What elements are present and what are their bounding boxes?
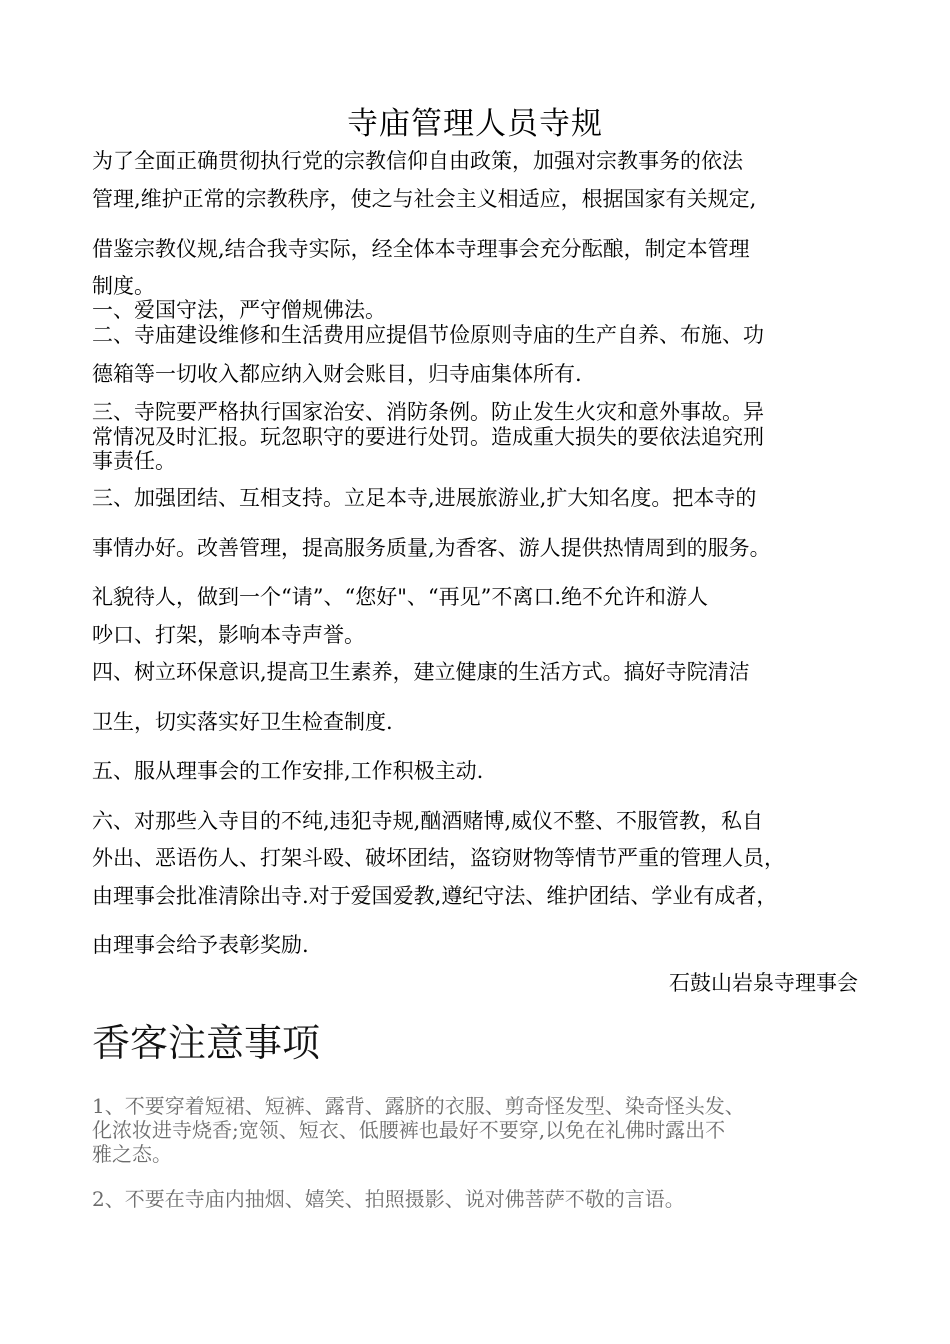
rules-line: 卫生，切实落实好卫生检查制度. xyxy=(92,710,393,734)
notes-heading: 香客注意事项 xyxy=(92,1021,321,1065)
rules-line: 吵口、打架，影响本寺声誉。 xyxy=(92,623,365,647)
rules-line: 常情况及时汇报。玩忽职守的要进行处罚。造成重大损失的要依法追究刑 xyxy=(92,425,764,449)
notes-line: 1、不要穿着短裙、短裤、露背、露脐的衣服、剪奇怪发型、染奇怪头发、 xyxy=(92,1094,745,1118)
rules-line: 三、加强团结、互相支持。立足本寺,进展旅游业,扩大知名度。把本寺的 xyxy=(92,486,757,510)
rules-line: 外出、恶语伤人、打架斗殴、破坏团结，盗窃财物等情节严重的管理人员， xyxy=(92,846,785,870)
rules-line: 三、寺院要严格执行国家治安、消防条例。防止发生火灾和意外事故。异 xyxy=(92,400,764,424)
rules-line: 管理,维护正常的宗教秩序，使之与社会主义相适应，根据国家有关规定, xyxy=(92,187,757,211)
signature: 石鼓山岩泉寺理事会 xyxy=(669,971,858,995)
rules-line: 一、爱国守法，严守僧规佛法。 xyxy=(92,298,386,322)
notes-line: 雅之态。 xyxy=(92,1142,172,1166)
rules-line: 四、树立环保意识,提高卫生素养，建立健康的生活方式。搞好寺院清洁 xyxy=(92,660,750,684)
rules-line: 为了全面正确贯彻执行党的宗教信仰自由政策，加强对宗教事务的依法 xyxy=(92,149,743,173)
rules-line: 由理事会批准清除出寺.对于爱国爱教,遵纪守法、维护团结、学业有成者， xyxy=(92,884,778,908)
rules-line: 五、服从理事会的工作安排,工作积极主动. xyxy=(92,759,484,783)
rules-line: 二、寺庙建设维修和生活费用应提倡节俭原则寺庙的生产自养、布施、功 xyxy=(92,323,764,347)
rules-line: 借鉴宗教仪规,结合我寺实际，经全体本寺理事会充分酝酿，制定本管理 xyxy=(92,237,750,261)
rules-line: 由理事会给予表彰奖励. xyxy=(92,933,309,957)
rules-line: 德箱等一切收入都应纳入财会账目，归寺庙集体所有. xyxy=(92,362,582,386)
notes-line: 化浓妆进寺烧香;宽领、短衣、低腰裤也最好不要穿,以免在礼佛时露出不 xyxy=(92,1118,726,1142)
document-title: 寺庙管理人员寺规 xyxy=(347,106,603,142)
notes-line: 2、不要在寺庙内抽烟、嬉笑、拍照摄影、说对佛菩萨不敬的言语。 xyxy=(92,1187,685,1211)
rules-line: 事责任。 xyxy=(92,449,176,473)
rules-line: 六、对那些入寺目的不纯,违犯寺规,酗酒赌博,威仪不整、不服管教，私自 xyxy=(92,809,764,833)
rules-line: 事情办好。改善管理，提高服务质量,为香客、游人提供热情周到的服务。 xyxy=(92,536,771,560)
rules-line: 制度。 xyxy=(92,274,155,298)
rules-line: 礼貌待人，做到一个“请”、“您好"、“再见”不离口.绝不允许和游人 xyxy=(92,585,709,609)
